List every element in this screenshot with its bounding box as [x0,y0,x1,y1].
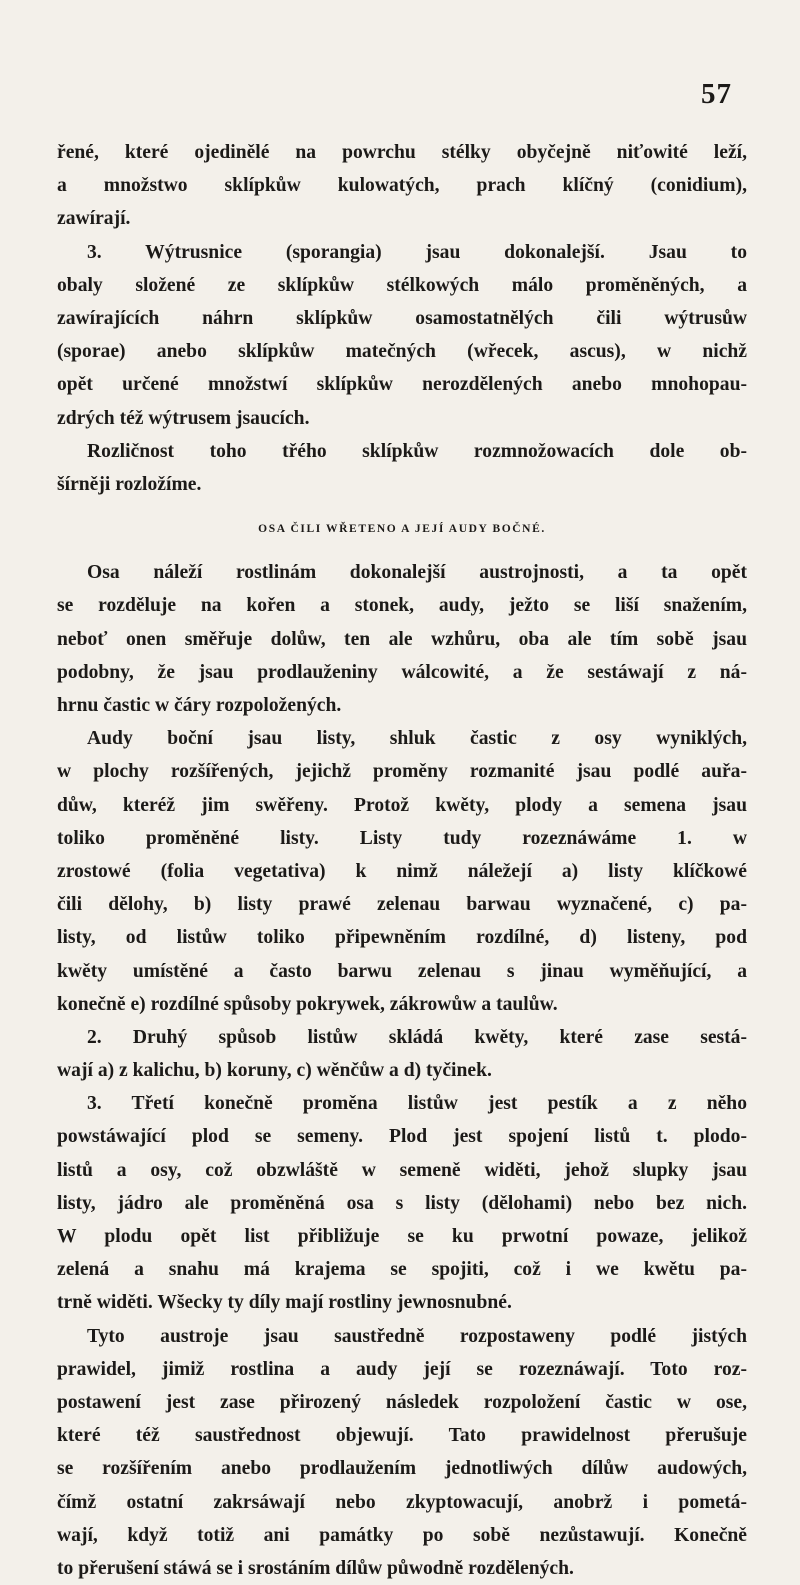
text-line: 2. Druhý spůsob listůw skládá kwěty, které zase sestá- [87,1026,747,1048]
text-line: opět určené množstwí sklípkůw nerozdělených anebo mnohopau- [57,374,747,396]
paragraph-4 [57,556,747,722]
text-line: postawení jest zase přirozený následek rozpoložení častic w ose, [57,1391,747,1413]
text-line: čímž ostatní zakrsáwají nebo zkyptowacují, anobrž i pometá- [57,1491,747,1513]
text-line: to přerušení stáwá se i srostáním dílůw půwodně rozdělených. [57,1557,574,1579]
text-line: důw, kteréž jim swěřeny. Protož kwěty, plody a semena jsau [57,794,747,816]
text-line: Osa náleží rostlinám dokonalejší austrojnosti, a ta opět [87,562,747,584]
text-line: 3. Třetí konečně proměna listůw jest pestík a z něho [87,1093,747,1115]
text-line: se rozděluje na kořen a stonek, audy, ježto se liší snažením, [57,595,747,617]
paragraph-3 [57,435,747,501]
text-line: W plodu opět list přibližuje se ku prwotní powaze, jelikož [57,1226,747,1247]
text-line: se rozšířením anebo prodlaužením jednotliwých dílůw audowých, [57,1458,747,1480]
text-line: toliko proměněné listy. Listy tudy rozeznáwáme 1. w [57,827,747,849]
text-line: powstáwající plod se semeny. Plod jest spojení listů t. plodo- [57,1126,747,1148]
paragraph-8 [57,1320,747,1585]
paragraph-1 [57,136,747,236]
text-line: 3. Wýtrusnice (sporangia) jsau dokonalejší. Jsau to [87,241,747,263]
text-line: čili dělohy, b) listy prawé zelenau barwau wyznačené, c) pa- [57,894,747,916]
text-line: trně widěti. Wšecky ty díly mají rostliny jewnosnubné. [57,1292,512,1314]
text-line: šírněji rozložíme. [57,473,202,495]
text-line: hrnu častic w čáry rozpoložených. [57,695,342,716]
text-line: a množstwo sklípkůw kulowatých, prach klíčný (conidium), [57,175,747,197]
text-line: Tyto austroje jsau saustředně rozpostaweny podlé jistých [87,1325,747,1347]
text-line: w plochy rozšířených, jejichž proměny rozmanité jsau podlé auřa- [57,761,747,783]
text-line: zrostowé (folia vegetativa) k nimž náležejí a) listy klíčkowé [57,860,747,882]
paragraph-2 [57,236,747,435]
text-line: konečně e) rozdílné spůsoby pokrywek, zákrowůw a taulůw. [57,993,558,1015]
text-line: prawidel, jimiž rostlina a audy její se rozeznáwají. Toto roz- [57,1358,747,1380]
text-line: řené, které ojedinělé na powrchu stélky obyčejně niťowité leží, [57,142,747,163]
text-line: (sporae) anebo sklípkůw matečných (wřecek, ascus), w nichž [57,341,747,363]
text-line: obaly složené ze sklípkůw stélkowých málo proměněných, a [57,274,747,296]
text-line: listy, od listůw toliko připewněním rozdílné, d) listeny, pod [57,927,747,949]
paragraph-5 [57,722,747,1021]
text-line: Rozličnost toho třého sklípkůw rozmnožowacích dole ob- [87,440,747,462]
text-line: listů a osy, což obzwláště w semeně widěti, jehož slupky jsau [57,1159,747,1181]
text-line: podobny, že jsau prodlauženiny wálcowité, a že sestáwají z ná- [57,661,747,683]
text-line: kwěty umístěné a často barwu zelenau s jinau wyměňující, a [57,960,747,982]
text-line: zawírají. [57,208,131,230]
text-line: Audy boční jsau listy, shluk častic z osy wyniklých, [87,728,747,750]
text-line: wají a) z kalichu, b) koruny, c) wěnčůw a d) tyčinek. [57,1060,492,1082]
text-line: zdrých též wýtrusem jsaucích. [57,407,310,429]
text-line: neboť onen směřuje dolůw, ten ale wzhůru, oba ale tím sobě jsau [57,628,747,650]
body-text [57,136,747,1585]
paragraph-7 [57,1087,747,1319]
section-heading: OSA ČILI WŘETENO A JEJÍ AUDY BOČNÉ. [258,523,546,536]
text-line: zelená a snahu má krajema se spojiti, což i we kwětu pa- [57,1259,747,1281]
text-line: wají, když totiž ani památky po sobě nezůstawují. Konečně [57,1524,747,1546]
text-line: které též saustřednost objewují. Tato prawidelnost přerušuje [57,1425,747,1447]
text-line: zawírajících náhrn sklípkůw osamostatnělých čili wýtrusůw [57,307,747,329]
text-line: listy, jádro ale proměněná osa s listy (dělohami) nebo bez nich. [57,1192,747,1214]
paragraph-6 [57,1021,747,1087]
page-number: 57 [701,78,732,110]
